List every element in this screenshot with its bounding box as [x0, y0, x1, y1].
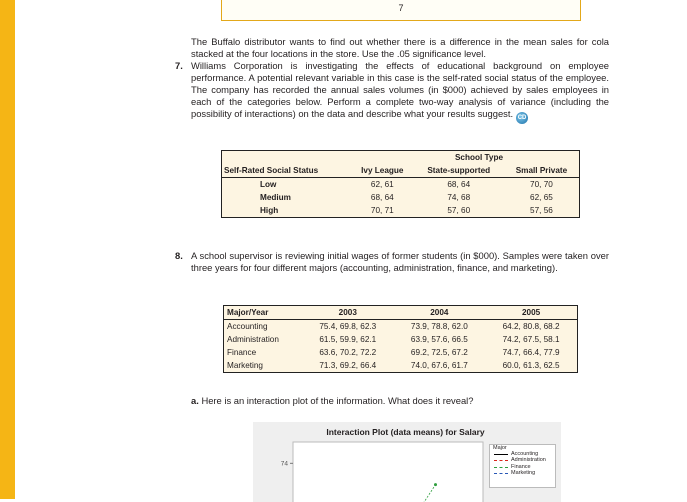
table-cell: 74.2, 67.5, 58.1 — [502, 335, 560, 344]
legend-label: Marketing — [511, 469, 536, 476]
chart-legend — [489, 444, 556, 488]
table-cell: 61.5, 59.9, 62.1 — [319, 335, 377, 344]
table-cell: 70, 70 — [530, 180, 553, 189]
table-cell: 57, 60 — [447, 206, 471, 215]
table-row — [224, 333, 578, 346]
table-cell: 69.2, 72.5, 67.2 — [410, 348, 468, 357]
table-row — [224, 359, 578, 373]
table-cell: 74, 68 — [447, 193, 471, 202]
table-cell: 73.9, 78.8, 62.0 — [410, 322, 468, 331]
table-cell: 60.0, 61.3, 62.5 — [502, 361, 560, 370]
cd-icon[interactable]: CD — [516, 112, 528, 124]
table-row — [224, 346, 578, 359]
table-cell: 62, 65 — [530, 193, 553, 202]
intro-text: The Buffalo distributor wants to find out whether there is a difference in the mean sales for cola stacked at the four locations in the store. Use the .05 significance level. — [191, 36, 609, 60]
table1-row-header: Self-Rated Social Status — [222, 164, 352, 178]
problem8-number: 8. — [175, 250, 183, 261]
row-label: Low — [260, 180, 277, 189]
table-row — [222, 204, 580, 218]
table-cell: 70, 71 — [370, 206, 394, 215]
previous-table-box — [221, 0, 581, 21]
legend-item — [493, 470, 555, 476]
table-cell: 68, 64 — [447, 180, 471, 189]
table-cell: 75.4, 69.8, 62.3 — [319, 322, 377, 331]
page-number: 7 — [398, 3, 404, 13]
wages-table — [223, 305, 578, 373]
chart-title: Interaction Plot (data means) for Salary — [326, 427, 485, 437]
page-margin-bar — [0, 0, 15, 499]
row-label: Medium — [260, 193, 291, 202]
row-label: Accounting — [227, 322, 268, 331]
y-tick-label: 74 — [280, 460, 288, 468]
part-a-label: a. — [191, 395, 199, 406]
legend-label: Accounting — [511, 451, 539, 458]
data-point — [434, 483, 437, 486]
intro-paragraph — [191, 36, 609, 60]
row-label: Marketing — [227, 361, 263, 370]
table-cell: 68, 64 — [370, 193, 394, 202]
row-label: High — [260, 206, 279, 215]
table1-col-header: State-supported — [414, 164, 504, 178]
plot-background — [293, 442, 483, 502]
table-cell: 57, 56 — [530, 206, 553, 215]
part-a — [191, 395, 609, 407]
legend-swatch — [494, 473, 508, 474]
table-cell: 63.6, 70.2, 72.2 — [319, 348, 377, 357]
problem7-text: Williams Corporation is investigating the effects of educational background on employee performance. A potential relevant variable in this case is the self-rated social status of the employee. The company has recorded the annual sales volumes (in $000) achieved by sales employees in each of the categories below. Perform a complete two-way analysis of variance (including the possibility of interactions) on the data and describe what your results suggest. — [191, 60, 609, 120]
table-cell: 71.3, 69.2, 66.4 — [319, 361, 377, 370]
legend-label: Finance — [511, 463, 531, 470]
legend-title: Major — [493, 445, 507, 451]
table-cell: 64.2, 80.8, 68.2 — [502, 322, 560, 331]
legend-label: Administration — [511, 457, 546, 464]
problem7-paragraph — [191, 60, 609, 124]
row-label: Finance — [227, 348, 257, 357]
table1-col-header: Small Private — [504, 164, 580, 178]
table2-col-header: 2003 — [302, 306, 394, 320]
table2-col-header: 2004 — [394, 306, 486, 320]
problem8-text: A school supervisor is reviewing initial wages of former students (in $000). Samples were taken over three years for four different majors (accounting, administration, finance, and marketing). — [191, 250, 609, 274]
table-cell: 74.7, 66.4, 77.9 — [502, 348, 560, 357]
school-type-table — [221, 150, 580, 218]
row-label: Administration — [227, 335, 279, 344]
table-cell: 62, 61 — [370, 180, 394, 189]
legend-swatch — [494, 460, 508, 461]
interaction-plot — [253, 422, 561, 502]
table-row — [224, 320, 578, 334]
table-row — [222, 178, 580, 192]
table-row — [222, 191, 580, 204]
table1-group-header: School Type — [454, 153, 504, 162]
table-cell: 74.0, 67.6, 61.7 — [410, 361, 468, 370]
table-cell: 63.9, 57.6, 66.5 — [410, 335, 468, 344]
table2-col-header: 2005 — [485, 306, 577, 320]
table2-header: Major/Year — [224, 306, 303, 320]
legend-swatch — [494, 454, 508, 455]
part-a-text: Here is an interaction plot of the information. What does it reveal? — [201, 395, 474, 406]
problem8-paragraph — [191, 250, 609, 274]
problem7-number: 7. — [175, 60, 183, 71]
table1-col-header: Ivy League — [351, 164, 414, 178]
legend-swatch — [494, 467, 508, 468]
plot-area — [253, 422, 489, 502]
